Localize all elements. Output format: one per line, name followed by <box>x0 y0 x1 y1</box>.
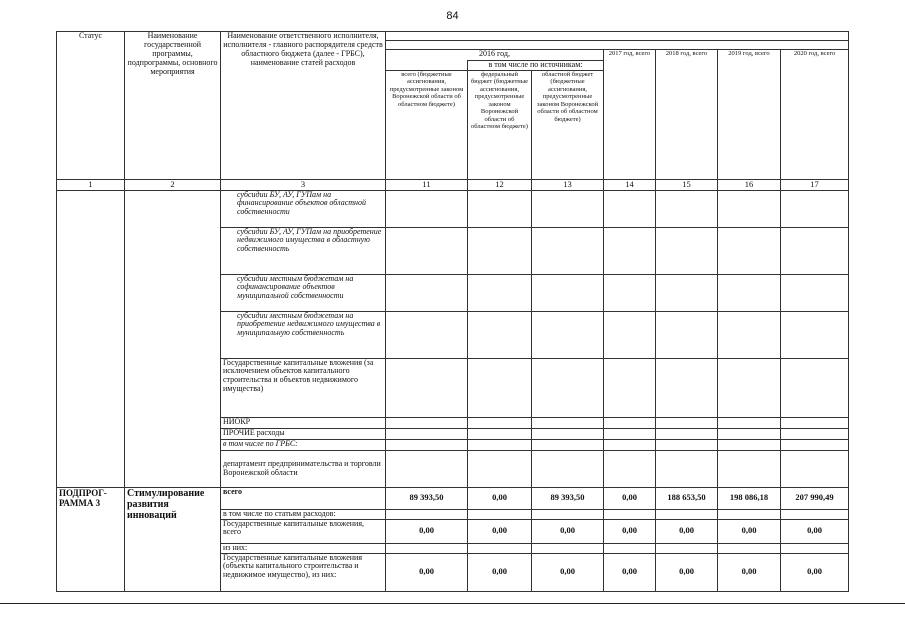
value-cell: 198 086,18 <box>718 487 781 509</box>
value-cell: 0,00 <box>604 487 656 509</box>
col-num: 14 <box>604 180 656 191</box>
row-label: Государственные капитальные вложения (за исключением объектов капитального строительства и объектов недвижимого имущества) <box>221 358 386 417</box>
value-cell: 89 393,50 <box>386 487 468 509</box>
row-label: субсидии БУ, АУ, ГУПам на финансирование объектов областной собственности <box>221 190 386 227</box>
row-label: из них: <box>221 543 386 553</box>
page-cut-line <box>0 603 905 604</box>
table-row <box>57 190 849 227</box>
header-federal: федеральный бюджет (бюджетные ассигнования, предусмотренные законом Воронежской области об областном бюджете) <box>468 71 532 180</box>
header-blank-1 <box>386 32 849 41</box>
col-num: 3 <box>221 180 386 191</box>
col-num: 15 <box>656 180 718 191</box>
header-2017: 2017 год, всего <box>604 50 656 180</box>
row-label: всего <box>221 487 386 509</box>
value-cell: 0,00 <box>468 519 532 543</box>
header-status: Статус <box>57 32 125 180</box>
col-num: 12 <box>468 180 532 191</box>
row-label: департамент предпринимательства и торговли Воронежской области <box>221 450 386 487</box>
value-cell: 0,00 <box>532 553 604 591</box>
header-2020: 2020 год, всего <box>781 50 849 180</box>
column-numbers-row <box>57 180 849 191</box>
header-executor: Наименование ответственного исполнителя, исполнителя - главного распорядителя средств областного бюджета (далее - ГРБС), наименование статей расходов <box>221 32 386 180</box>
row-label: субсидии местным бюджетам на приобретение недвижимого имущества в муниципальную собственность <box>221 311 386 358</box>
subprogram-status: ПОДПРОГ-РАММА 3 <box>57 487 125 591</box>
value-cell: 207 990,49 <box>781 487 849 509</box>
col-num: 1 <box>57 180 125 191</box>
subprogram-total-row <box>57 487 849 509</box>
value-cell: 0,00 <box>656 519 718 543</box>
header-total-2016: всего (бюджетные ассигнования, предусмотренные законом Воронежской области об областном бюджете) <box>386 71 468 180</box>
row-label: ПРОЧИЕ расходы <box>221 428 386 439</box>
row-label: в том числе по статьям расходов: <box>221 509 386 519</box>
header-program: Наименование государственной программы, подпрограммы, основного мероприятия <box>125 32 221 180</box>
value-cell: 89 393,50 <box>532 487 604 509</box>
row-label: Государственные капитальные вложения (объекты капитального строительства и недвижимое имущество), из них: <box>221 553 386 591</box>
row-label: субсидии БУ, АУ, ГУПам на приобретение недвижимого имущества в областную собственность <box>221 227 386 274</box>
value-cell: 0,00 <box>386 553 468 591</box>
row-label: Государственные капитальные вложения, всего <box>221 519 386 543</box>
value-cell: 0,00 <box>781 519 849 543</box>
value-cell: 0,00 <box>532 519 604 543</box>
page-number: 84 <box>446 10 459 22</box>
value-cell: 0,00 <box>604 519 656 543</box>
value-cell: 0,00 <box>468 553 532 591</box>
header-sources: в том числе по источникам: <box>468 61 604 71</box>
budget-table <box>56 31 849 592</box>
col-num: 16 <box>718 180 781 191</box>
header-2018: 2018 год, всего <box>656 50 718 180</box>
value-cell: 0,00 <box>656 553 718 591</box>
header-regional: областной бюджет (бюджетные ассигнования, предусмотренные законом Воронежской области об областном бюджете) <box>532 71 604 180</box>
header-blank-2 <box>386 41 849 50</box>
header-2019: 2019 год, всего <box>718 50 781 180</box>
status-cell-empty <box>57 190 125 487</box>
col-num: 13 <box>532 180 604 191</box>
col-num: 11 <box>386 180 468 191</box>
col-num: 2 <box>125 180 221 191</box>
row-label: субсидии местным бюджетам на софинансирование объектов муниципальной собственности <box>221 274 386 311</box>
value-cell: 0,00 <box>386 519 468 543</box>
value-cell: 0,00 <box>718 553 781 591</box>
program-cell-empty <box>125 190 221 487</box>
header-year-2016: 2016 год, <box>386 50 604 61</box>
col-num: 17 <box>781 180 849 191</box>
row-label: в том числе по ГРБС: <box>221 439 386 450</box>
value-cell: 0,00 <box>468 487 532 509</box>
value-cell: 0,00 <box>718 519 781 543</box>
row-label: НИОКР <box>221 417 386 428</box>
value-cell: 0,00 <box>604 553 656 591</box>
value-cell: 188 653,50 <box>656 487 718 509</box>
value-cell: 0,00 <box>781 553 849 591</box>
subprogram-name: Стимулирование развития инноваций <box>125 487 221 591</box>
